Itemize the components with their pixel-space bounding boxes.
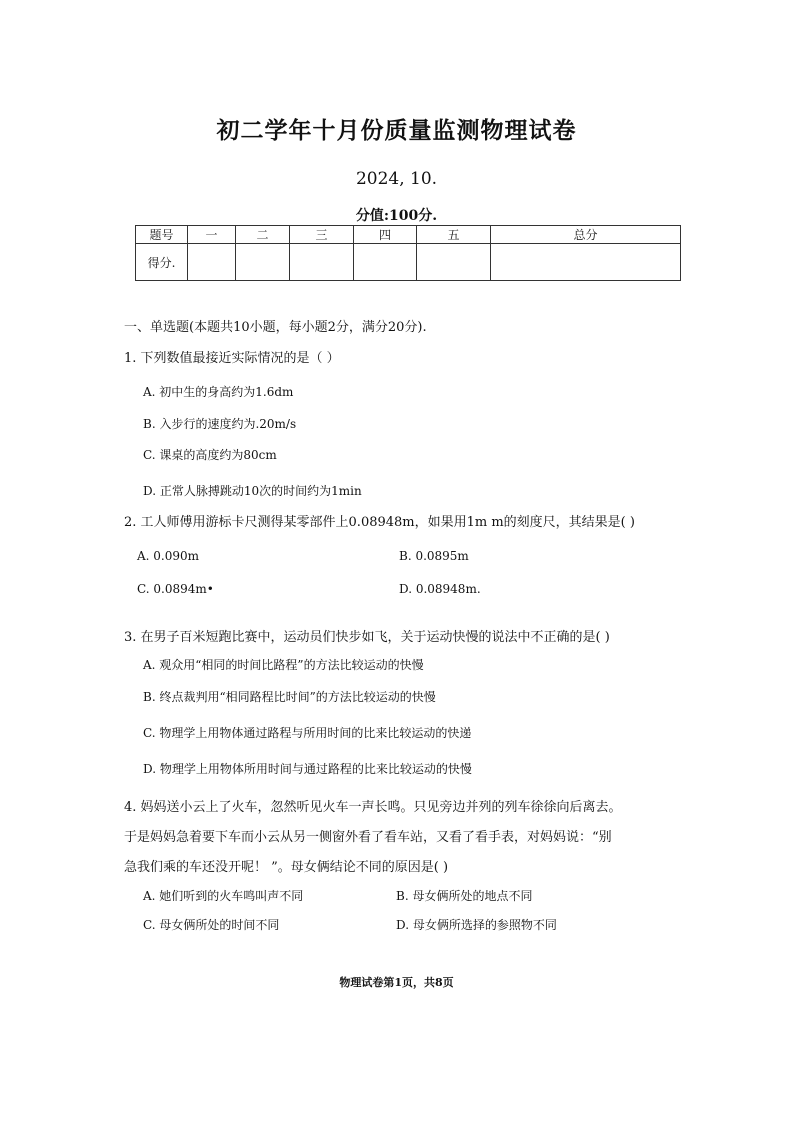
question-4-stem-line-3: 急我们乘的车还没开呢！ ”。母女俩结论不同的原因是( )	[124, 860, 449, 875]
question-3-option-c: C. 物理学上用物体通过路程与所用时间的比来比较运动的快递	[143, 726, 472, 740]
exam-date: 2024, 10.	[355, 169, 438, 189]
question-4-stem-line-1: 4. 妈妈送小云上了火车，忽然听见火车一声长鸣。只见旁边并列的列车徐徐向后离去。	[124, 800, 622, 815]
question-2-option-c: C. 0.0894m•	[137, 582, 214, 596]
score-cell[interactable]	[491, 244, 681, 281]
question-1-option-d: D. 正常人脉搏跳动10次的时间约为1min	[143, 484, 362, 498]
table-header-cell: 五	[417, 226, 491, 244]
question-1-option-b: B. 入步行的速度约为.20m/s	[143, 417, 297, 431]
score-table	[135, 225, 681, 281]
section-heading: 一、单选题(本题共10小题，每小题2分，满分20分).	[124, 320, 427, 335]
table-header-cell: 题号	[136, 226, 188, 244]
page-footer: 物理试卷第1页，共8页	[339, 976, 454, 989]
score-cell[interactable]	[236, 244, 290, 281]
question-2-stem: 2. 工人师傅用游标卡尺测得某零部件上0.08948m，如果用1m m的刻度尺，其结果是( )	[124, 515, 635, 530]
question-3-option-a: A. 观众用“相同的时间比路程”的方法比较运动的快慢	[143, 658, 424, 672]
question-4-option-b: B. 母女俩所处的地点不同	[396, 889, 533, 903]
question-4-option-d: D. 母女俩所选择的参照物不同	[396, 918, 557, 932]
question-3-stem: 3. 在男子百米短跑比赛中，运动员们快步如飞，关于运动快慢的说法中不正确的是( )	[124, 630, 610, 645]
score-cell[interactable]	[417, 244, 491, 281]
exam-title: 初二学年十月份质量监测物理试卷	[216, 117, 577, 144]
score-row-label: 得分.	[136, 244, 188, 281]
question-3-option-b: B. 终点裁判用“相同路程比时间”的方法比较运动的快慢	[143, 690, 436, 704]
question-4-stem-line-2: 于是妈妈急着要下车而小云从另一侧窗外看了看车站，又看了看手表，对妈妈说：“别	[124, 830, 612, 845]
question-2-option-d: D. 0.08948m.	[399, 582, 481, 596]
question-4-option-c: C. 母女俩所处的时间不同	[143, 918, 280, 932]
total-score: 分值:100分.	[355, 208, 438, 224]
table-header-cell: 三	[290, 226, 354, 244]
question-2-option-a: A. 0.090m	[137, 549, 200, 563]
score-table-header-row	[136, 226, 681, 244]
question-3-option-d: D. 物理学上用物体所用时间与通过路程的比来比较运动的快慢	[143, 762, 472, 776]
score-cell[interactable]	[354, 244, 417, 281]
table-header-cell: 总分	[491, 226, 681, 244]
score-cell[interactable]	[188, 244, 236, 281]
score-cell[interactable]	[290, 244, 354, 281]
question-4-option-a: A. 她们听到的火车鸣叫声不同	[143, 889, 304, 903]
score-table-score-row	[136, 244, 681, 281]
question-2-option-b: B. 0.0895m	[399, 549, 469, 563]
question-1-stem: 1. 下列数值最接近实际情况的是（ ）	[124, 351, 340, 366]
table-header-cell: 二	[236, 226, 290, 244]
question-1-option-a: A. 初中生的身高约为1.6dm	[143, 385, 294, 399]
question-1-option-c: C. 课桌的高度约为80cm	[143, 448, 277, 462]
table-header-cell: 四	[354, 226, 417, 244]
table-header-cell: 一	[188, 226, 236, 244]
